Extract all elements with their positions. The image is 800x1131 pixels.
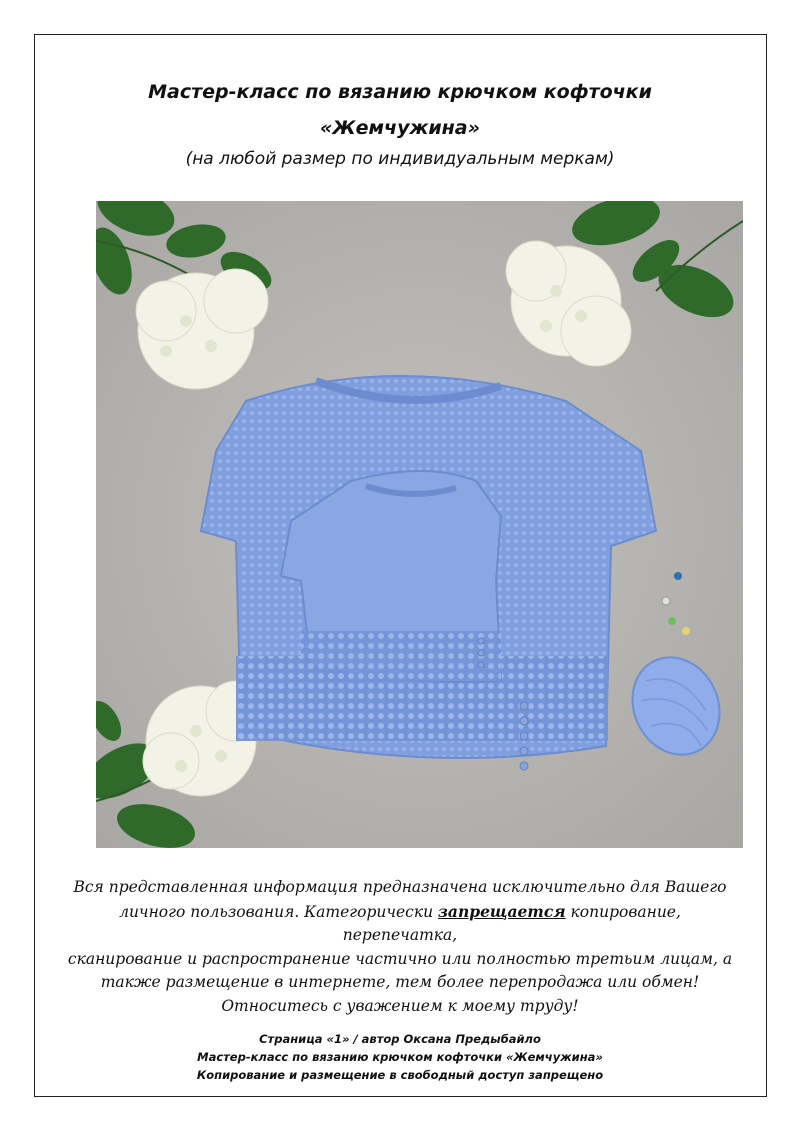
page-subtitle: (на любой размер по индивидуальным меркам) — [185, 149, 615, 169]
notice-line1: Вся представленная информация предназначена исключительно для Вашего — [73, 878, 727, 896]
usage-notice — [60, 876, 740, 1018]
footer-page-author: Страница «1» / автор Оксана Предыбайло — [259, 1032, 541, 1046]
notice-line2-after: копирование, перепечатка, — [342, 902, 681, 944]
notice-line5: Относитесь с уважением к моему труду! — [221, 996, 579, 1015]
page-title-line2: «Жемчужина» — [320, 117, 480, 139]
notice-line3: сканирование и распространение частично или полностью третьим лицам, а — [67, 949, 733, 968]
notice-line2 — [60, 900, 740, 948]
footer-course-title: Мастер-класс по вязанию крючком кофточки «Жемчужина» — [197, 1050, 603, 1064]
knitted-tops-photo — [96, 201, 743, 848]
footer-copyright: Копирование и размещение в свободный доступ запрещено — [196, 1068, 604, 1082]
notice-forbidden-word: запрещается — [438, 901, 566, 921]
page-title-line1: Мастер-класс по вязанию крючком кофточки — [148, 81, 652, 103]
notice-line2-before: личного пользования. Категорически — [119, 902, 439, 921]
notice-line4: также размещение в интернете, тем более перепродажа или обмен! — [100, 973, 700, 991]
